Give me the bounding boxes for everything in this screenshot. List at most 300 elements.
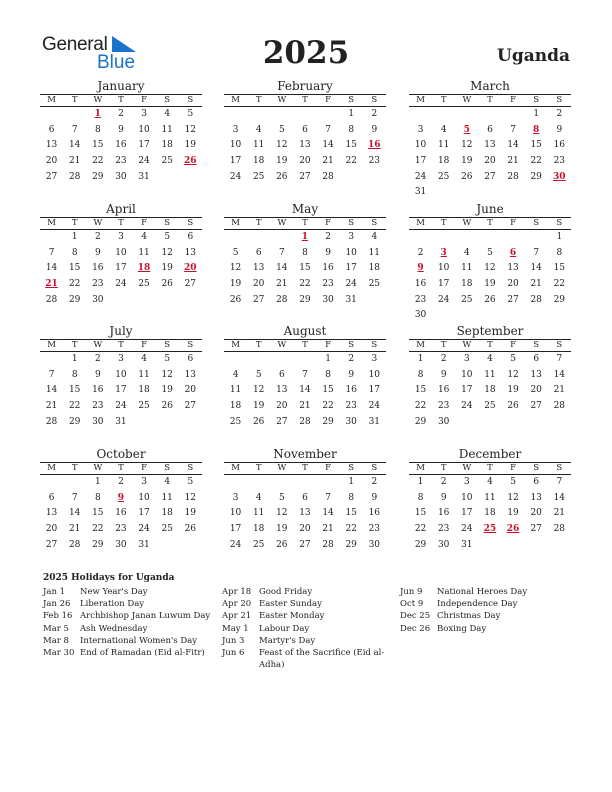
day-cell: 16 [437, 385, 450, 396]
day-cell: 20 [507, 279, 519, 290]
day-cell: 13 [184, 369, 197, 380]
weekday-header: W [455, 217, 478, 230]
day-cell: 15 [68, 385, 81, 396]
month-grid [224, 339, 386, 430]
empty-day-cell [40, 352, 63, 368]
day-cell: 27 [45, 171, 58, 182]
day-cell: 8 [94, 124, 101, 135]
day-cell: 18 [484, 508, 496, 519]
day-cell: 3 [118, 354, 124, 364]
day-cell: 28 [45, 416, 58, 427]
month-grid [409, 462, 571, 553]
day-cell: 16 [115, 508, 127, 519]
day-cell: 21 [553, 385, 566, 396]
day-cell: 28 [553, 524, 566, 535]
day-cell: 4 [232, 369, 239, 380]
day-cell: 22 [530, 156, 542, 167]
empty-day-cell [502, 230, 525, 246]
day-cell: 2 [371, 109, 378, 119]
day-cell: 19 [276, 156, 288, 167]
holiday-row [400, 598, 570, 610]
month-grid [224, 94, 386, 185]
day-cell: 8 [302, 247, 308, 258]
weekday-header: T [478, 94, 501, 107]
holiday-row [222, 586, 392, 598]
day-cell: 19 [507, 508, 519, 519]
day-cell: 24 [229, 171, 242, 182]
empty-day-cell [270, 352, 293, 368]
day-cell: 18 [461, 279, 473, 290]
day-cell: 8 [94, 492, 101, 503]
day-cell: 17 [229, 156, 242, 167]
weekday-header: M [224, 94, 247, 107]
day-cell: 8 [71, 369, 78, 380]
month-may [224, 202, 386, 308]
month-april [40, 202, 202, 308]
day-cell: 28 [530, 294, 542, 305]
holiday-day-cell: 8 [533, 124, 540, 135]
day-cell: 24 [461, 524, 473, 535]
day-cell: 20 [530, 508, 542, 519]
day-cell: 26 [507, 401, 519, 412]
day-cell: 27 [507, 294, 519, 305]
day-cell: 28 [322, 539, 334, 550]
holiday-name: Labour Day [259, 623, 310, 634]
weekday-header: W [86, 217, 109, 230]
weekday-header: F [133, 339, 156, 352]
day-cell: 29 [322, 416, 334, 427]
day-cell: 11 [252, 140, 265, 151]
day-cell: 23 [437, 524, 450, 535]
weekday-header: T [247, 217, 270, 230]
day-cell: 5 [232, 247, 239, 258]
day-cell: 17 [115, 263, 127, 274]
day-cell: 24 [229, 539, 242, 550]
day-cell: 19 [507, 385, 519, 396]
day-cell: 9 [440, 369, 447, 380]
weekday-header: S [340, 462, 363, 475]
day-cell: 21 [530, 279, 542, 290]
day-cell: 12 [461, 140, 473, 151]
day-cell: 29 [414, 539, 427, 550]
month-title: November [273, 447, 337, 461]
weekday-header: T [432, 217, 455, 230]
day-cell: 1 [417, 354, 424, 364]
day-cell: 2 [348, 354, 355, 364]
holiday-name: Independence Day [437, 599, 518, 610]
day-cell: 4 [164, 109, 171, 119]
weekday-header: F [502, 339, 525, 352]
weekday-header: S [363, 339, 386, 352]
weekday-header: F [317, 339, 340, 352]
day-cell: 11 [138, 369, 150, 380]
day-cell: 14 [276, 263, 288, 274]
holidays-title: 2025 Holidays for Uganda [43, 573, 175, 583]
day-cell: 24 [138, 524, 150, 535]
month-november [224, 447, 386, 553]
holiday-column [400, 586, 570, 635]
day-cell: 21 [299, 401, 311, 412]
empty-day-cell [63, 475, 86, 491]
day-cell: 11 [484, 492, 496, 503]
weekday-header: S [179, 94, 202, 107]
day-cell: 17 [115, 385, 127, 396]
day-cell: 18 [229, 401, 242, 412]
day-cell: 11 [229, 385, 242, 396]
empty-day-cell [270, 475, 293, 491]
month-july [40, 324, 202, 430]
holiday-column [43, 586, 213, 659]
day-cell: 4 [141, 232, 147, 242]
day-cell: 26 [252, 416, 265, 427]
day-cell: 12 [229, 263, 242, 274]
day-cell: 14 [45, 385, 58, 396]
holiday-row [43, 598, 213, 610]
day-cell: 3 [463, 354, 470, 364]
month-december [409, 447, 571, 553]
empty-day-cell [293, 475, 316, 491]
day-cell: 24 [461, 401, 473, 412]
day-cell: 1 [348, 109, 355, 119]
day-cell: 1 [348, 477, 355, 487]
holiday-row [43, 635, 213, 647]
day-cell: 15 [92, 140, 104, 151]
holiday-row [222, 647, 392, 671]
day-cell: 7 [556, 477, 563, 487]
weekday-header: S [363, 462, 386, 475]
holiday-date: May 1 [222, 623, 249, 634]
day-cell: 2 [118, 109, 124, 119]
day-cell: 9 [371, 492, 378, 503]
weekday-header: W [86, 94, 109, 107]
day-cell: 18 [252, 524, 265, 535]
day-cell: 26 [161, 279, 173, 290]
day-cell: 13 [299, 140, 311, 151]
day-cell: 3 [118, 232, 124, 242]
month-title: February [277, 79, 333, 93]
day-cell: 25 [229, 416, 242, 427]
month-grid [409, 217, 571, 324]
day-cell: 4 [164, 477, 171, 487]
weekday-header: S [525, 217, 548, 230]
holiday-date: Jan 1 [43, 587, 66, 597]
holiday-date: Apr 20 [222, 599, 252, 610]
day-cell: 2 [556, 109, 563, 119]
weekday-header: S [525, 94, 548, 107]
day-cell: 28 [45, 294, 58, 305]
weekday-header: S [525, 462, 548, 475]
day-cell: 29 [299, 294, 311, 305]
day-cell: 24 [414, 171, 427, 182]
day-cell: 23 [368, 524, 381, 535]
empty-day-cell [525, 230, 548, 246]
day-cell: 27 [276, 416, 288, 427]
day-cell: 14 [530, 263, 542, 274]
day-cell: 23 [322, 279, 334, 290]
day-cell: 23 [368, 156, 381, 167]
day-cell: 30 [92, 416, 104, 427]
day-cell: 8 [348, 492, 355, 503]
day-cell: 1 [417, 477, 424, 487]
weekday-header: S [156, 339, 179, 352]
day-cell: 27 [252, 294, 265, 305]
holiday-name: Archbishop Janan Luwum Day [80, 611, 211, 622]
day-cell: 20 [530, 385, 542, 396]
holiday-day-cell: 18 [137, 263, 151, 274]
day-cell: 22 [68, 401, 81, 412]
month-june [409, 202, 571, 324]
day-cell: 30 [115, 539, 127, 550]
day-cell: 5 [487, 247, 493, 258]
holiday-row [400, 610, 570, 622]
day-cell: 7 [325, 492, 331, 503]
weekday-header: S [548, 217, 571, 230]
day-cell: 3 [232, 124, 239, 135]
day-cell: 16 [437, 508, 450, 519]
holiday-name: New Year's Day [80, 587, 148, 597]
weekday-header: T [432, 339, 455, 352]
day-cell: 19 [161, 385, 173, 396]
day-cell: 30 [437, 539, 450, 550]
weekday-header: W [86, 339, 109, 352]
holiday-day-cell: 30 [553, 171, 566, 182]
day-cell: 6 [48, 492, 55, 503]
day-cell: 26 [461, 171, 473, 182]
day-cell: 12 [161, 369, 173, 380]
day-cell: 24 [345, 279, 357, 290]
day-cell: 9 [371, 124, 378, 135]
day-cell: 17 [368, 385, 381, 396]
month-grid [224, 217, 386, 308]
empty-day-cell [224, 352, 247, 368]
day-cell: 19 [184, 140, 197, 151]
month-october [40, 447, 202, 553]
empty-day-cell [502, 107, 525, 123]
day-cell: 27 [530, 401, 542, 412]
day-cell: 13 [252, 263, 265, 274]
weekday-header: M [224, 217, 247, 230]
day-cell: 15 [322, 385, 334, 396]
day-cell: 24 [115, 279, 127, 290]
month-title: April [106, 202, 136, 216]
day-cell: 9 [556, 124, 563, 135]
day-cell: 27 [530, 524, 542, 535]
day-cell: 20 [252, 279, 265, 290]
weekday-header: W [455, 94, 478, 107]
day-cell: 27 [45, 539, 58, 550]
holiday-date: Jun 6 [222, 648, 245, 659]
empty-day-cell [409, 107, 432, 123]
weekday-header: T [247, 94, 270, 107]
day-cell: 3 [417, 124, 424, 135]
day-cell: 6 [487, 124, 493, 135]
empty-day-cell [455, 107, 478, 123]
day-cell: 25 [138, 401, 150, 412]
day-cell: 29 [414, 416, 427, 427]
day-cell: 31 [138, 171, 150, 182]
day-cell: 23 [414, 294, 427, 305]
holiday-row [222, 635, 392, 647]
day-cell: 24 [437, 294, 450, 305]
day-cell: 17 [437, 279, 450, 290]
day-cell: 9 [325, 247, 331, 258]
day-cell: 2 [440, 477, 447, 487]
holiday-row [400, 586, 570, 598]
day-cell: 15 [414, 385, 427, 396]
day-cell: 26 [229, 294, 242, 305]
weekday-header: T [432, 94, 455, 107]
day-cell: 13 [530, 369, 542, 380]
holiday-name: End of Ramadan (Eid al-Fitr) [80, 648, 205, 659]
holiday-date: Jan 26 [43, 599, 71, 610]
day-cell: 28 [322, 171, 334, 182]
weekday-header: T [293, 217, 316, 230]
day-cell: 15 [345, 508, 357, 519]
holiday-day-cell: 9 [117, 492, 125, 503]
day-cell: 1 [325, 354, 331, 364]
day-cell: 2 [94, 354, 101, 364]
weekday-header: W [455, 462, 478, 475]
day-cell: 23 [115, 156, 127, 167]
holiday-day-cell: 3 [440, 247, 447, 258]
holiday-column [222, 586, 392, 671]
weekday-header: F [317, 94, 340, 107]
day-cell: 12 [276, 508, 288, 519]
calendar-country: Uganda [497, 46, 570, 66]
day-cell: 21 [45, 401, 58, 412]
holiday-day-cell: 1 [301, 232, 309, 242]
day-cell: 19 [276, 524, 288, 535]
day-cell: 17 [461, 385, 473, 396]
day-cell: 19 [252, 401, 265, 412]
day-cell: 29 [68, 294, 81, 305]
month-title: October [96, 447, 146, 461]
day-cell: 11 [252, 508, 265, 519]
weekday-header: S [548, 94, 571, 107]
day-cell: 23 [92, 401, 104, 412]
month-title: December [458, 447, 522, 461]
holiday-day-cell: 25 [483, 524, 497, 535]
weekday-header: S [525, 339, 548, 352]
day-cell: 14 [553, 492, 566, 503]
day-cell: 6 [302, 124, 308, 135]
weekday-header: F [317, 217, 340, 230]
weekday-header: S [156, 462, 179, 475]
holiday-name: Feast of the Sacrifice (Eid al-Adha) [259, 648, 385, 671]
empty-day-cell [247, 352, 270, 368]
weekday-header: T [293, 339, 316, 352]
day-cell: 10 [229, 140, 242, 151]
day-cell: 18 [368, 263, 381, 274]
empty-day-cell [270, 107, 293, 123]
day-cell: 2 [417, 247, 424, 258]
day-cell: 5 [187, 477, 194, 487]
day-cell: 20 [45, 156, 58, 167]
day-cell: 4 [440, 124, 447, 135]
day-cell: 20 [276, 401, 288, 412]
holiday-day-cell: 16 [368, 140, 381, 151]
holiday-day-cell: 6 [509, 247, 517, 258]
day-cell: 21 [322, 156, 334, 167]
holiday-row [43, 586, 213, 598]
day-cell: 22 [68, 279, 81, 290]
month-title: January [97, 79, 145, 93]
holiday-day-cell: 20 [184, 263, 197, 274]
weekday-header: M [40, 339, 63, 352]
day-cell: 10 [414, 140, 427, 151]
day-cell: 10 [229, 508, 242, 519]
day-cell: 11 [461, 263, 473, 274]
day-cell: 15 [553, 263, 566, 274]
day-cell: 4 [255, 124, 262, 135]
weekday-header: M [409, 217, 432, 230]
empty-day-cell [478, 107, 501, 123]
weekday-header: F [133, 462, 156, 475]
day-cell: 13 [184, 247, 197, 258]
day-cell: 9 [118, 124, 124, 135]
day-cell: 6 [48, 124, 55, 135]
weekday-header: W [270, 94, 293, 107]
day-cell: 30 [92, 294, 104, 305]
day-cell: 4 [463, 247, 470, 258]
day-cell: 2 [440, 354, 447, 364]
day-cell: 9 [348, 369, 355, 380]
weekday-header: M [409, 339, 432, 352]
holiday-day-cell: 26 [506, 524, 520, 535]
day-cell: 13 [299, 508, 311, 519]
day-cell: 3 [141, 477, 147, 487]
day-cell: 17 [345, 263, 357, 274]
day-cell: 19 [184, 508, 197, 519]
empty-day-cell [224, 475, 247, 491]
logo-general-text: General [42, 34, 108, 55]
day-cell: 5 [164, 354, 171, 364]
day-cell: 6 [255, 247, 262, 258]
day-cell: 23 [345, 401, 357, 412]
day-cell: 2 [371, 477, 378, 487]
holiday-name: Ash Wednesday [80, 623, 148, 634]
holiday-date: Jun 3 [222, 635, 245, 646]
day-cell: 11 [437, 140, 450, 151]
holiday-name: National Heroes Day [437, 587, 528, 597]
day-cell: 19 [461, 156, 473, 167]
day-cell: 25 [161, 524, 173, 535]
month-february [224, 79, 386, 185]
day-cell: 24 [368, 401, 381, 412]
day-cell: 16 [92, 263, 104, 274]
weekday-header: S [340, 94, 363, 107]
holiday-date: Feb 16 [43, 611, 73, 622]
month-march [409, 79, 571, 201]
weekday-header: T [63, 462, 86, 475]
day-cell: 2 [94, 232, 101, 242]
day-cell: 17 [461, 508, 473, 519]
day-cell: 27 [184, 401, 197, 412]
month-january [40, 79, 202, 185]
holiday-day-cell: 5 [463, 124, 470, 135]
month-grid [224, 462, 386, 553]
day-cell: 12 [184, 492, 197, 503]
day-cell: 28 [276, 294, 288, 305]
day-cell: 14 [322, 140, 334, 151]
weekday-header: T [478, 217, 501, 230]
empty-day-cell [432, 230, 455, 246]
day-cell: 10 [115, 369, 127, 380]
day-cell: 10 [115, 247, 127, 258]
day-cell: 10 [461, 369, 473, 380]
weekday-header: T [109, 217, 132, 230]
weekday-header: M [40, 217, 63, 230]
